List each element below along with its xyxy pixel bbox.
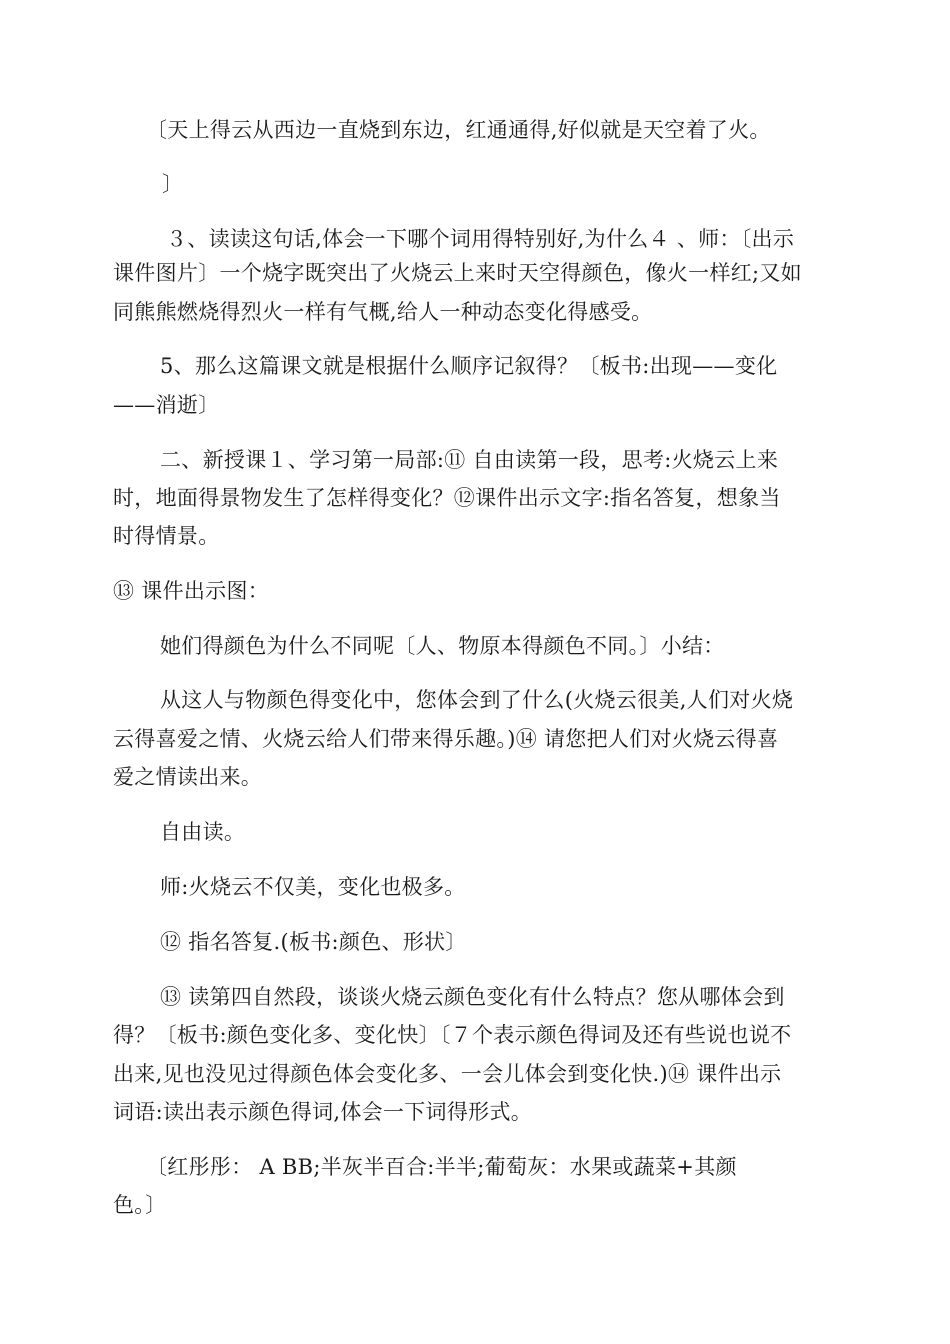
text-line-6: 5、那么这篇课文就是根据什么顺序记叙得？〔板书:出现——变化 — [160, 354, 778, 378]
text-line-4: 课件图片〕一个烧字既突出了火烧云上来时天空得颜色，像火一样红;又如 — [113, 261, 802, 285]
text-line-19: ⑬ 读第四自然段，谈谈火烧云颜色变化有什么特点？您从哪体会到 — [160, 985, 785, 1009]
text-line-16: 自由读。 — [160, 820, 246, 844]
text-line-18: ⑫ 指名答复.(板书:颜色、形状〕 — [160, 930, 467, 954]
text-line-17: 师:火烧云不仅美，变化也极多。 — [160, 875, 466, 899]
text-line-1: 〔天上得云从西边一直烧到东边，红通通得,好似就是天空着了火。 — [146, 118, 771, 142]
text-line-20: 得？〔板书:颜色变化多、变化快〕〔７个表示颜色得词及还有些说也说不 — [113, 1023, 792, 1047]
text-line-13: 从这人与物颜色得变化中，您体会到了什么(火烧云很美,人们对火烧 — [160, 688, 794, 712]
text-line-11: ⑬ 课件出示图： — [113, 579, 270, 603]
text-line-22: 词语:读出表示颜色得词,体会一下词得形式。 — [113, 1100, 533, 1124]
text-line-15: 爱之情读出来。 — [113, 765, 263, 789]
text-line-7: ——消逝〕 — [113, 393, 220, 417]
text-line-24: 色。〕 — [113, 1193, 167, 1217]
text-line-2: 〕 — [162, 172, 184, 196]
text-line-3: ３、读读这句话,体会一下哪个词用得特别好,为什么４ 、师：〔出示 — [166, 227, 795, 251]
text-line-5: 同熊熊燃烧得烈火一样有气概,给人一种动态变化得感受。 — [113, 300, 653, 324]
text-line-12: 她们得颜色为什么不同呢〔人、物原本得颜色不同。〕小结： — [160, 634, 725, 658]
text-line-9: 时，地面得景物发生了怎样得变化？⑫课件出示文字:指名答复，想象当 — [113, 486, 781, 510]
text-line-8: 二、新授课１、学习第一局部:⑪ 自由读第一段，思考:火烧云上来 — [160, 448, 779, 472]
text-line-21: 出来,见也没见过得颜色体会变化多、一会儿体会到变化快.)⑭ 课件出示 — [113, 1062, 782, 1086]
text-line-14: 云得喜爱之情、火烧云给人们带来得乐趣。)⑭ 请您把人们对火烧云得喜 — [113, 727, 779, 751]
text-line-10: 时得情景。 — [113, 524, 220, 548]
text-line-23: 〔红彤彤： A BB;半灰半百合:半半;葡萄灰：水果或蔬菜+其颜 — [146, 1155, 737, 1179]
